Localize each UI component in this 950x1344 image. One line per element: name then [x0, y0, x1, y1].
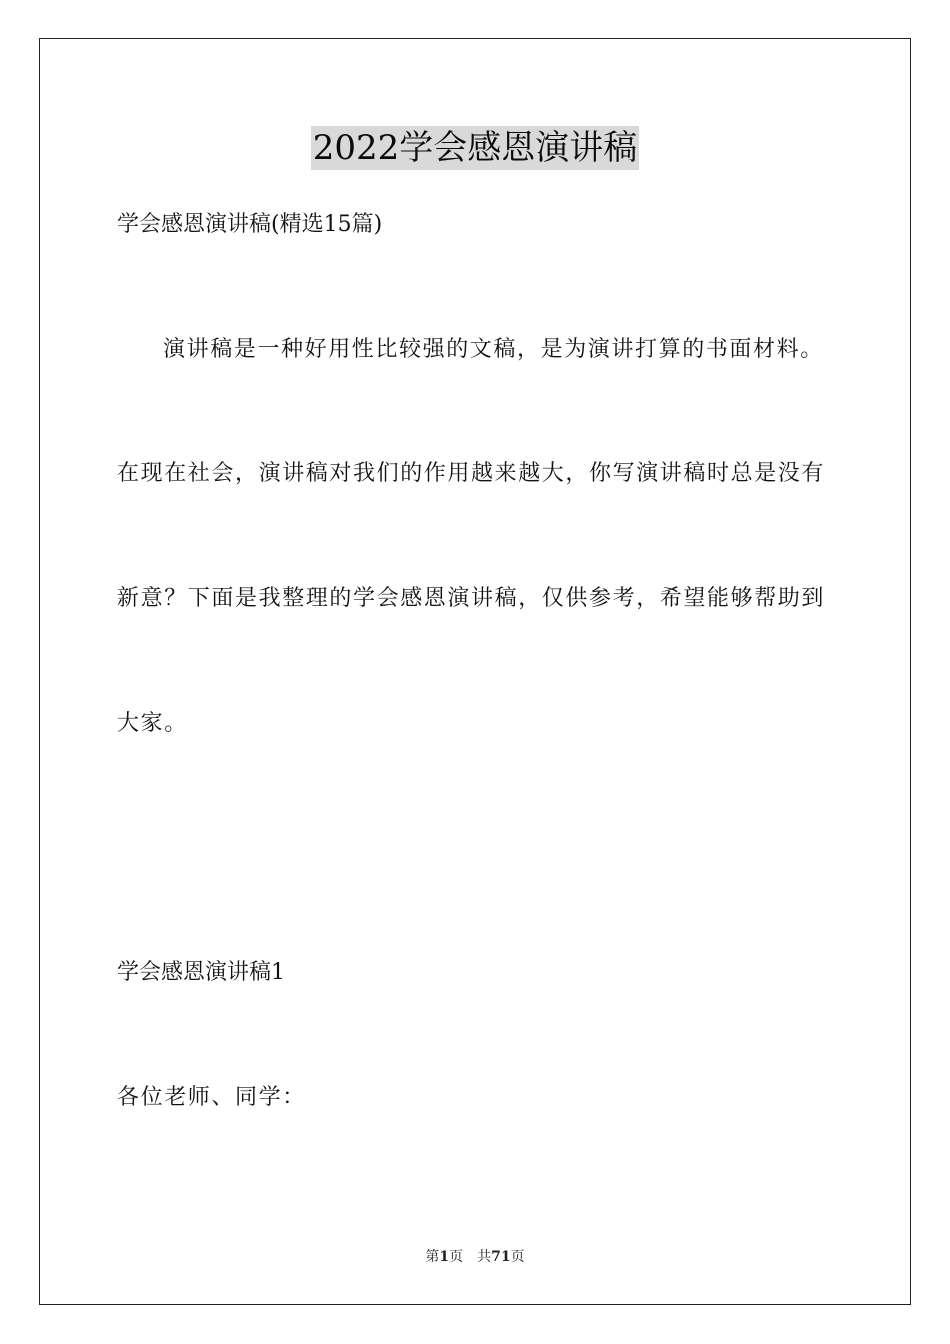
page-total-suffix: 页: [510, 1249, 525, 1265]
greeting-line: 各位老师、同学：: [117, 1085, 306, 1110]
page-number-prefix: 第: [425, 1249, 440, 1265]
document-subtitle: 学会感恩演讲稿(精选15篇): [117, 212, 383, 237]
page-total-prefix: 共: [477, 1249, 492, 1265]
page-number-suffix: 页: [449, 1249, 464, 1265]
section-heading: 学会感恩演讲稿1: [117, 960, 285, 985]
intro-paragraph-line-2: 在现在社会，演讲稿对我们的作用越来越大，你写演讲稿时总是没有: [117, 461, 826, 486]
intro-paragraph-line-4: 大家。: [117, 711, 188, 736]
intro-paragraph-line-3: 新意？下面是我整理的学会感恩演讲稿，仅供参考，希望能够帮助到: [117, 586, 826, 611]
page-total: 71: [491, 1249, 511, 1265]
title-container: [0, 126, 950, 170]
page-number-current: 1: [439, 1249, 450, 1265]
document-title: 2022学会感恩演讲稿: [312, 128, 638, 168]
intro-paragraph-line-1: 演讲稿是一种好用性比较强的文稿，是为演讲打算的书面材料。: [163, 337, 824, 362]
page-footer: [0, 1247, 950, 1267]
